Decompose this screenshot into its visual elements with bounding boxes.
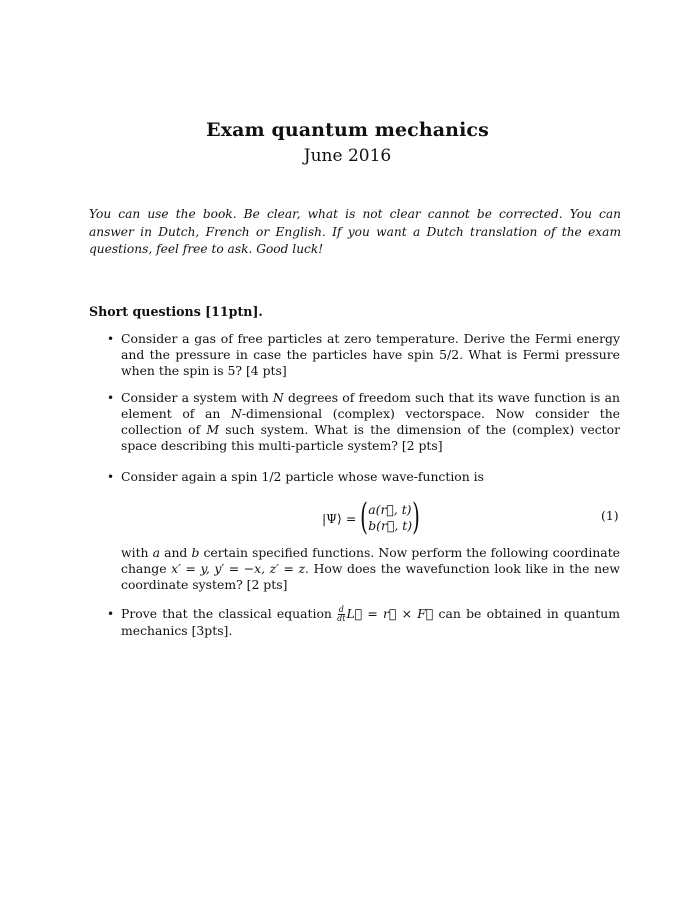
q3-text-2: and [160, 545, 192, 560]
torque-equation: L⃗ = r⃗ × F⃗ [346, 606, 434, 621]
equation-lhs: |Ψ⟩ = [322, 510, 357, 526]
q4-text-1: Prove that the classical equation [121, 606, 338, 621]
question-4 [121, 606, 620, 639]
bullet-icon: • [107, 607, 115, 621]
q2-var-n2: N [231, 406, 242, 422]
q2-var-n: N [272, 390, 284, 405]
q3-var-b: b [191, 545, 200, 560]
coordinate-change: x′ = y, y′ = −x, z′ = z [171, 561, 306, 577]
wavefunction-equation [322, 497, 420, 539]
bullet-icon: • [107, 391, 115, 405]
right-paren: ) [412, 497, 420, 538]
q3-text-1: with [121, 545, 153, 560]
spinor-bottom: b(r⃗, t) [368, 518, 413, 533]
bullet-icon: • [107, 332, 115, 346]
section-heading: Short questions [11ptn]. [89, 304, 263, 319]
frac-numerator: d [338, 605, 344, 614]
spinor-top: a(r⃗, t) [368, 502, 412, 517]
exam-date: June 2016 [303, 146, 392, 166]
bullet-icon: • [107, 470, 115, 484]
equation-number: (1) [601, 508, 619, 523]
q3-text-3: certain specified functions. Now perform the following coordinate change [121, 545, 621, 577]
question-3-intro: Consider again a spin 1/2 particle whose wave-function is [121, 469, 485, 484]
q2-text-1: Consider a system with [121, 390, 273, 405]
question-3-body [121, 545, 620, 593]
frac-denominator: dt [337, 614, 346, 623]
q2-text-3: -dimensional (complex) vectorspace. Now consider the collection of [121, 406, 621, 438]
q2-var-m: M [206, 422, 220, 438]
spinor-column [368, 502, 412, 534]
q3-var-a: a [152, 545, 160, 560]
exam-instructions: You can use the book. Be clear, what is not clear cannot be corrected. You can answer in Dutch, French or English. If you want a Dutch translation of the exam questions, feel free to ask. Good luck! [89, 207, 621, 256]
question-2 [121, 390, 620, 454]
question-1: Consider a gas of free particles at zero temperature. Derive the Fermi energy and the pressure in case the particles have spin 5/2. What is Fermi pressure when the spin is 5? [4 pts] [121, 331, 620, 379]
time-derivative-fraction [337, 606, 345, 623]
q2-text-2: degrees of freedom such that its wave function is an element of an [121, 390, 620, 422]
q2-text-4: such system. What is the dimension of the (complex) vector space describing this multi-particle system? [2 pts] [121, 422, 620, 454]
q4-text-2: can be obtained in quantum mechanics [3pts]. [121, 606, 620, 638]
page-title: Exam quantum mechanics [206, 119, 489, 141]
q3-text-4: . How does the wavefunction look like in the new coordinate system? [2 pts] [121, 561, 620, 593]
left-paren: ( [360, 497, 369, 538]
